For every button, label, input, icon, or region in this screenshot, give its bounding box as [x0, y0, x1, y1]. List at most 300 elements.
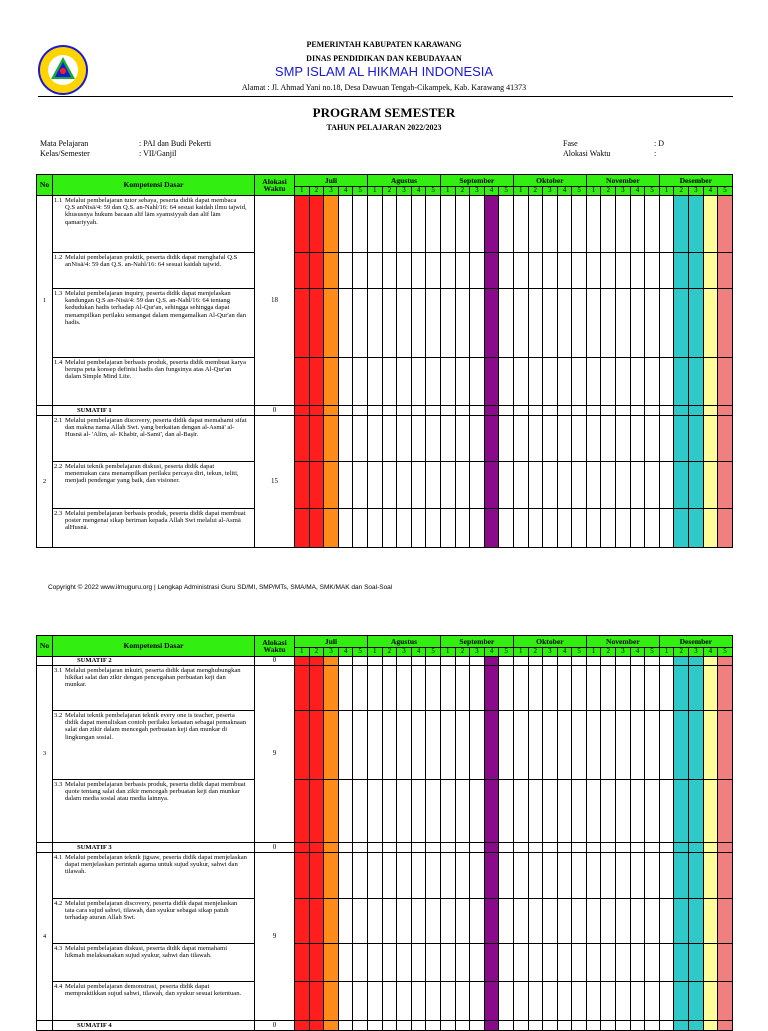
week-cell — [411, 289, 426, 358]
week-cell — [397, 253, 412, 289]
week-cell — [470, 944, 485, 982]
week-cell — [674, 509, 689, 548]
kd-text: Melalui pembelajaran berbasis produk, peserta didik dapat membuat poster mengenai sikap beriman kepada Allah Swt melalui al-Asmā alHusnā. — [65, 510, 246, 532]
week-cell — [426, 416, 441, 462]
week-cell — [616, 416, 631, 462]
week-header: 2 — [601, 648, 616, 657]
kd-number: 2.1 — [54, 417, 63, 424]
week-cell — [630, 416, 645, 462]
week-cell — [382, 462, 397, 509]
week-cell — [703, 944, 718, 982]
week-cell — [557, 853, 572, 899]
week-cell — [338, 358, 353, 406]
week-cell — [616, 196, 631, 253]
week-cell — [557, 196, 572, 253]
week-cell — [499, 196, 514, 253]
week-cell — [513, 509, 528, 548]
week-cell — [309, 843, 324, 853]
week-cell — [353, 196, 368, 253]
school-address: Alamat : Jl. Ahmad Yani no.18, Desa Dawuan Tengah-Cikampek, Kab. Karawang 41373 — [241, 83, 527, 92]
week-cell — [703, 289, 718, 358]
week-cell — [601, 462, 616, 509]
week-cell — [382, 406, 397, 416]
week-cell — [382, 509, 397, 548]
week-cell — [397, 982, 412, 1021]
week-cell — [455, 899, 470, 944]
week-cell — [586, 253, 601, 289]
week-cell — [528, 657, 543, 666]
week-header: 1 — [295, 648, 310, 657]
week-cell — [324, 711, 339, 780]
month-header: Desember — [659, 175, 732, 187]
week-cell — [484, 944, 499, 982]
week-cell — [295, 1021, 310, 1031]
week-cell — [659, 1021, 674, 1031]
week-cell — [440, 853, 455, 899]
week-cell — [718, 1021, 733, 1031]
copyright-footer: Copyright © 2022 www.ilmuguru.org | Lengkap Administrasi Guru SD/MI, SMP/MTs, SMA/MA, SMK/MAK dan Soal-Soal — [48, 584, 393, 591]
week-cell — [367, 657, 382, 666]
week-cell — [455, 416, 470, 462]
week-cell — [440, 509, 455, 548]
week-cell — [572, 406, 587, 416]
week-cell — [674, 289, 689, 358]
week-cell — [484, 1021, 499, 1031]
kd-item — [53, 780, 255, 843]
kd-text: Melalui pembelajaran diskusi, peserta didik dapat memahami hikmah melaksanakan sujud syukur, sahwi dan tilawah. — [65, 945, 228, 960]
kd-item — [53, 196, 255, 253]
week-cell — [659, 462, 674, 509]
week-cell — [382, 982, 397, 1021]
week-header: 2 — [382, 648, 397, 657]
week-cell — [338, 899, 353, 944]
week-header: 2 — [309, 187, 324, 196]
week-cell — [689, 253, 704, 289]
week-cell — [499, 982, 514, 1021]
week-cell — [513, 711, 528, 780]
week-cell — [630, 853, 645, 899]
week-header: 5 — [426, 187, 441, 196]
week-cell — [543, 843, 558, 853]
week-cell — [674, 1021, 689, 1031]
week-cell — [572, 289, 587, 358]
week-cell — [295, 406, 310, 416]
week-cell — [528, 406, 543, 416]
week-cell — [601, 711, 616, 780]
week-cell — [543, 944, 558, 982]
week-cell — [499, 289, 514, 358]
week-cell — [689, 853, 704, 899]
week-cell — [295, 899, 310, 944]
sumatif-label: SUMATIF 2 — [53, 657, 255, 666]
week-cell — [440, 406, 455, 416]
week-cell — [630, 509, 645, 548]
week-cell — [586, 853, 601, 899]
week-cell — [616, 462, 631, 509]
week-cell — [645, 944, 660, 982]
week-cell — [455, 657, 470, 666]
week-header: 4 — [630, 187, 645, 196]
week-cell — [484, 416, 499, 462]
week-header: 2 — [601, 187, 616, 196]
week-cell — [689, 657, 704, 666]
week-cell — [543, 780, 558, 843]
week-cell — [426, 666, 441, 711]
week-cell — [674, 899, 689, 944]
week-cell — [645, 711, 660, 780]
week-cell — [689, 509, 704, 548]
month-header: Desember — [659, 636, 732, 648]
week-cell — [470, 666, 485, 711]
month-header: Oktober — [513, 636, 586, 648]
week-cell — [645, 358, 660, 406]
week-cell — [718, 509, 733, 548]
week-header: 4 — [557, 187, 572, 196]
week-cell — [411, 416, 426, 462]
week-cell — [324, 1021, 339, 1031]
kd-number: 4.1 — [54, 854, 63, 861]
week-cell — [455, 780, 470, 843]
week-cell — [309, 899, 324, 944]
week-cell — [411, 657, 426, 666]
kd-item — [53, 982, 255, 1021]
kd-number: 3.2 — [54, 712, 63, 719]
week-cell — [586, 196, 601, 253]
week-cell — [324, 462, 339, 509]
sumatif-label: SUMATIF 1 — [53, 406, 255, 416]
week-cell — [718, 462, 733, 509]
kd-number: 1.1 — [54, 197, 63, 204]
alokasi-label: Alokasi Waktu — [563, 149, 611, 158]
dept-line: DINAS PENDIDIKAN DAN KEBUDAYAAN — [306, 54, 462, 63]
week-header: 1 — [586, 648, 601, 657]
week-cell — [703, 416, 718, 462]
kd-text: Melalui teknik pembelajaran diskusi, peserta didik dapat menemukan cara menampilkan perilaku percaya diri, tekun, teliti, menjadi pendengar yang baik, dan visioner. — [65, 463, 239, 485]
week-cell — [484, 657, 499, 666]
week-cell — [703, 253, 718, 289]
week-cell — [338, 406, 353, 416]
week-cell — [440, 982, 455, 1021]
week-cell — [689, 196, 704, 253]
week-cell — [689, 843, 704, 853]
week-cell — [484, 358, 499, 406]
week-header: 4 — [630, 648, 645, 657]
week-cell — [367, 666, 382, 711]
week-cell — [616, 1021, 631, 1031]
week-cell — [674, 416, 689, 462]
week-cell — [397, 843, 412, 853]
week-cell — [426, 462, 441, 509]
alokasi-value: 9 — [255, 666, 295, 843]
week-cell — [499, 462, 514, 509]
week-cell — [455, 666, 470, 711]
school-name: SMP ISLAM AL HIKMAH INDONESIA — [274, 64, 494, 79]
week-cell — [309, 853, 324, 899]
week-cell — [557, 780, 572, 843]
week-cell — [382, 899, 397, 944]
week-cell — [338, 509, 353, 548]
week-cell — [557, 899, 572, 944]
week-cell — [616, 780, 631, 843]
week-cell — [499, 711, 514, 780]
week-cell — [455, 853, 470, 899]
week-cell — [411, 780, 426, 843]
week-header: 3 — [616, 648, 631, 657]
week-header: 1 — [367, 187, 382, 196]
no-cell — [37, 1021, 53, 1031]
kelas-label: Kelas/Semester — [40, 149, 90, 158]
week-cell — [484, 462, 499, 509]
week-cell — [455, 462, 470, 509]
week-cell — [601, 666, 616, 711]
week-cell — [440, 899, 455, 944]
week-cell — [645, 982, 660, 1021]
week-cell — [689, 1021, 704, 1031]
week-cell — [382, 853, 397, 899]
kd-item — [53, 853, 255, 899]
week-cell — [455, 944, 470, 982]
week-cell — [324, 509, 339, 548]
week-cell — [572, 780, 587, 843]
week-cell — [397, 780, 412, 843]
week-cell — [513, 1021, 528, 1031]
mapel-label: Mata Pelajaran — [40, 139, 89, 148]
week-cell — [513, 253, 528, 289]
week-cell — [513, 899, 528, 944]
week-cell — [324, 289, 339, 358]
week-cell — [703, 843, 718, 853]
week-cell — [411, 406, 426, 416]
week-cell — [557, 462, 572, 509]
week-header: 5 — [499, 648, 514, 657]
week-cell — [382, 666, 397, 711]
week-cell — [528, 780, 543, 843]
week-cell — [382, 944, 397, 982]
week-cell — [382, 253, 397, 289]
week-cell — [572, 853, 587, 899]
week-header: 1 — [440, 648, 455, 657]
week-cell — [659, 509, 674, 548]
week-header: 3 — [397, 648, 412, 657]
week-cell — [630, 657, 645, 666]
week-cell — [586, 462, 601, 509]
week-cell — [674, 853, 689, 899]
week-cell — [703, 196, 718, 253]
week-cell — [470, 289, 485, 358]
week-cell — [440, 780, 455, 843]
week-cell — [703, 780, 718, 843]
week-cell — [426, 657, 441, 666]
week-cell — [513, 358, 528, 406]
alokasi-value: 0 — [255, 1021, 295, 1031]
week-cell — [397, 944, 412, 982]
week-cell — [455, 843, 470, 853]
week-cell — [659, 780, 674, 843]
week-cell — [338, 253, 353, 289]
week-cell — [382, 289, 397, 358]
week-cell — [586, 711, 601, 780]
week-header: 2 — [674, 187, 689, 196]
week-cell — [382, 711, 397, 780]
week-cell — [601, 657, 616, 666]
week-cell — [295, 196, 310, 253]
week-header: 4 — [484, 648, 499, 657]
week-cell — [572, 666, 587, 711]
week-cell — [440, 1021, 455, 1031]
week-cell — [674, 358, 689, 406]
week-cell — [528, 358, 543, 406]
week-cell — [426, 196, 441, 253]
week-cell — [528, 899, 543, 944]
week-cell — [426, 289, 441, 358]
col-header-no: No — [37, 636, 53, 657]
week-cell — [557, 982, 572, 1021]
kd-number: 2.2 — [54, 463, 63, 470]
week-cell — [513, 406, 528, 416]
week-cell — [586, 358, 601, 406]
week-cell — [484, 406, 499, 416]
week-cell — [586, 780, 601, 843]
week-cell — [557, 657, 572, 666]
week-cell — [484, 982, 499, 1021]
kd-text: Melalui pembelajaran berbasis produk, peserta didik dapat membuat quote tentang salat dan zikir mencegah perbuatan keji dan munkar dalam media sosial atau media lainnya. — [65, 781, 246, 803]
month-header: Juli — [295, 175, 368, 187]
week-header: 4 — [411, 187, 426, 196]
week-cell — [367, 944, 382, 982]
week-cell — [499, 853, 514, 899]
week-cell — [659, 711, 674, 780]
kd-item — [53, 509, 255, 548]
week-cell — [645, 253, 660, 289]
kd-group-no: 1 — [37, 196, 53, 406]
week-cell — [572, 657, 587, 666]
week-cell — [543, 462, 558, 509]
week-cell — [411, 843, 426, 853]
week-cell — [543, 358, 558, 406]
month-header: September — [440, 175, 513, 187]
week-cell — [586, 666, 601, 711]
week-cell — [703, 462, 718, 509]
week-cell — [528, 462, 543, 509]
week-cell — [382, 1021, 397, 1031]
week-cell — [528, 1021, 543, 1031]
week-cell — [397, 416, 412, 462]
week-cell — [703, 358, 718, 406]
week-cell — [572, 982, 587, 1021]
col-header-kd: Kompetensi Dasar — [53, 175, 255, 196]
week-cell — [674, 657, 689, 666]
month-header: Agustus — [367, 175, 440, 187]
fase-value: : D — [654, 139, 664, 148]
week-cell — [470, 462, 485, 509]
kd-text: Melalui pembelajaran discovery, peserta didik dapat memahami sifat dan makna nama Allah Swt. yang berkaitan dengan al-Asmā' al-Husnā al- 'Alīm, al- Khabīr, al-Samī', dan al-Başīr. — [65, 417, 247, 439]
week-cell — [557, 253, 572, 289]
week-cell — [718, 253, 733, 289]
week-cell — [557, 358, 572, 406]
week-cell — [718, 358, 733, 406]
week-cell — [528, 196, 543, 253]
week-cell — [440, 666, 455, 711]
week-cell — [557, 406, 572, 416]
week-cell — [397, 196, 412, 253]
week-cell — [557, 666, 572, 711]
week-cell — [484, 853, 499, 899]
week-cell — [586, 657, 601, 666]
week-cell — [689, 358, 704, 406]
week-cell — [601, 358, 616, 406]
program-table-page2 — [36, 635, 733, 1031]
week-cell — [616, 666, 631, 711]
week-cell — [397, 462, 412, 509]
week-cell — [689, 666, 704, 711]
week-cell — [411, 462, 426, 509]
week-cell — [499, 1021, 514, 1031]
week-cell — [309, 711, 324, 780]
week-cell — [397, 1021, 412, 1031]
week-cell — [367, 253, 382, 289]
week-cell — [309, 416, 324, 462]
week-cell — [353, 843, 368, 853]
week-cell — [324, 657, 339, 666]
month-header: September — [440, 636, 513, 648]
week-cell — [572, 1021, 587, 1031]
week-cell — [572, 509, 587, 548]
week-cell — [659, 657, 674, 666]
week-cell — [470, 253, 485, 289]
week-cell — [353, 899, 368, 944]
week-cell — [543, 416, 558, 462]
week-cell — [455, 289, 470, 358]
week-cell — [499, 253, 514, 289]
week-cell — [484, 666, 499, 711]
week-cell — [630, 358, 645, 406]
week-cell — [440, 253, 455, 289]
week-cell — [674, 982, 689, 1021]
week-cell — [440, 843, 455, 853]
week-cell — [499, 780, 514, 843]
week-cell — [426, 253, 441, 289]
week-cell — [499, 666, 514, 711]
week-cell — [645, 462, 660, 509]
document-title: PROGRAM SEMESTER — [312, 105, 456, 120]
meta-left-labels — [40, 139, 90, 159]
alokasi-value: 0 — [255, 843, 295, 853]
week-cell — [397, 853, 412, 899]
kd-number: 3.3 — [54, 781, 63, 788]
week-cell — [338, 982, 353, 1021]
week-cell — [309, 982, 324, 1021]
mapel-value: : PAI dan Budi Pekerti — [139, 139, 212, 148]
week-cell — [543, 853, 558, 899]
week-cell — [703, 666, 718, 711]
week-cell — [616, 711, 631, 780]
week-cell — [295, 657, 310, 666]
week-cell — [674, 462, 689, 509]
week-cell — [324, 406, 339, 416]
week-cell — [645, 843, 660, 853]
week-cell — [484, 899, 499, 944]
week-header: 3 — [543, 187, 558, 196]
week-cell — [616, 982, 631, 1021]
week-cell — [499, 406, 514, 416]
week-cell — [703, 657, 718, 666]
week-cell — [382, 843, 397, 853]
week-cell — [426, 853, 441, 899]
week-cell — [411, 509, 426, 548]
week-cell — [397, 358, 412, 406]
week-cell — [513, 289, 528, 358]
week-cell — [470, 416, 485, 462]
